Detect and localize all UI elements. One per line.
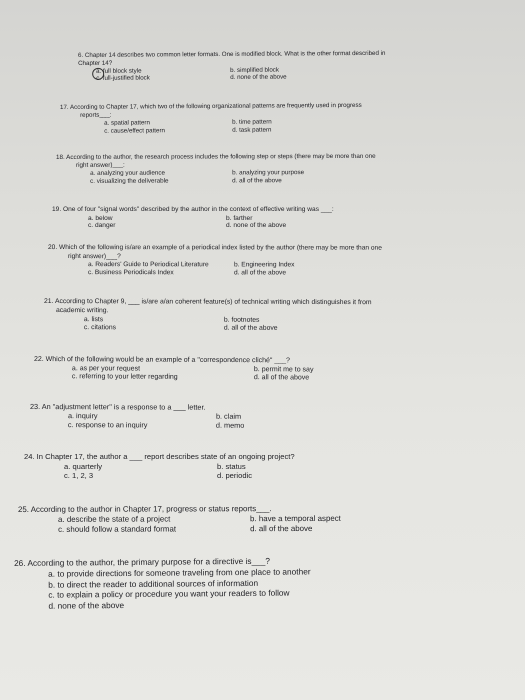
answer-option[interactable]: b. footnotes — [223, 316, 260, 324]
options-row — [60, 125, 362, 135]
question-stem-line: reports___: — [80, 111, 112, 119]
question-stem-line: 24. In Chapter 17, the author a ___ report describes state of an ongoing project? — [24, 452, 295, 461]
answer-option[interactable]: b. time pattern — [232, 118, 272, 126]
question-5 — [48, 244, 382, 278]
question-7 — [33, 355, 314, 382]
question-stem-line: 20. Which of the following is/are an example of a periodical index listed by the author (there may be more than one — [47, 244, 382, 252]
answer-option[interactable]: d. all of the above — [253, 374, 310, 382]
answer-option[interactable]: d. periodic — [217, 470, 253, 480]
options-row — [48, 269, 382, 277]
answer-option[interactable]: b. simplified block — [230, 66, 279, 74]
answer-option[interactable]: d. task pattern — [232, 126, 272, 134]
question-stem-line: 6. Chapter 14 describes two common letter formats. One is modified block. What is the other format described in — [78, 49, 386, 59]
answer-option[interactable]: d. memo — [215, 420, 245, 430]
question-10 — [18, 504, 341, 534]
options-row — [56, 177, 376, 186]
question-stem-line: right answer)___? — [67, 252, 121, 260]
answer-option[interactable]: d. all of the above — [233, 269, 287, 277]
answer-option[interactable]: c. citations — [83, 323, 117, 332]
answer-option[interactable]: d. all of the above — [250, 523, 313, 533]
answer-option[interactable]: c. to explain a policy or procedure you want your readers to follow — [48, 587, 290, 601]
question-stem-line: 18. According to the author, the research process includes the following step or steps (there may be more than one — [56, 152, 376, 161]
question-4 — [52, 206, 334, 230]
question-8 — [29, 402, 245, 430]
question-2 — [60, 102, 362, 135]
question-1 — [78, 50, 386, 83]
question-stem-line: 26. According to the author, the primary purpose for a directive is___? — [14, 555, 271, 568]
answer-option[interactable]: b. permit me to say — [253, 366, 314, 374]
answer-option[interactable]: d. none of the above — [230, 73, 287, 81]
options-row — [30, 420, 245, 430]
question-stem-line: 19. One of four "signal words" described by the author in the context of effective writing was ___: — [52, 206, 334, 213]
answer-option[interactable]: a. inquiry — [67, 411, 98, 421]
answer-option[interactable]: d. all of the above — [232, 177, 282, 185]
answer-option[interactable]: b. Engineering Index — [233, 261, 295, 269]
answer-option[interactable]: c. should follow a standard format — [58, 524, 177, 534]
answer-option[interactable]: c. full-justified block — [96, 74, 150, 82]
question-stem-line: academic writing. — [55, 306, 109, 315]
answer-option[interactable]: a. describe the state of a project — [58, 514, 171, 525]
answer-option[interactable]: a. full block style — [96, 67, 141, 75]
options-row — [44, 324, 372, 333]
options-row — [24, 462, 295, 471]
question-stem-line: 25. According to the author in Chapter 17, progress or status reports___. — [18, 504, 272, 514]
question-stem-line: 21. According to Chapter 9, ___ is/are a/an coherent feature(s) of technical writing which distinguishes it from — [43, 298, 372, 307]
question-stem-line: right answer)___: — [76, 161, 125, 170]
answer-option[interactable]: a. quarterly — [64, 461, 102, 471]
answer-option[interactable]: b. analyzing your purpose — [232, 169, 305, 177]
answer-option[interactable]: c. danger — [88, 222, 116, 230]
options-row — [52, 222, 334, 230]
answer-option[interactable]: d. all of the above — [223, 324, 278, 332]
answer-option[interactable]: d. none of the above — [226, 222, 287, 230]
question-stem-line: 23. An "adjustment letter" is a response to a ___ letter. — [29, 402, 206, 412]
question-11 — [14, 555, 311, 611]
answer-option[interactable]: d. none of the above — [48, 600, 125, 611]
options-row — [34, 372, 310, 382]
question-stem-line: 22. Which of the following would be an example of a "correspondence cliché" ___? — [33, 356, 290, 365]
options-row — [18, 523, 313, 534]
answer-option[interactable]: a. to provide directions for someone traveling from one place to another — [48, 566, 311, 579]
answer-option[interactable]: a. lists — [83, 315, 104, 323]
answer-option[interactable]: a. below — [88, 214, 113, 222]
question-stem-line: Chapter 14? — [78, 59, 113, 67]
question-stem-line: 17. According to Chapter 17, which two of the following organizational patterns are frequently used in progress — [60, 101, 362, 111]
answer-option[interactable]: a. spatial pattern — [104, 119, 150, 127]
answer-option[interactable]: a. as per your request — [71, 365, 141, 373]
answer-option[interactable]: c. 1, 2, 3 — [64, 470, 94, 480]
answer-option[interactable]: c. response to an inquiry — [67, 420, 148, 430]
answer-option[interactable]: a. analyzing your audience — [90, 169, 166, 178]
options-row — [24, 471, 295, 480]
answer-option[interactable]: c. referring to your letter regarding — [71, 373, 178, 382]
answer-option[interactable]: b. to direct the reader to additional sources of information — [48, 577, 259, 590]
options-row — [52, 215, 334, 223]
answer-option[interactable]: b. claim — [215, 412, 242, 422]
question-9 — [24, 452, 295, 480]
question-6 — [44, 298, 372, 333]
answer-option[interactable]: c. Business Periodicals Index — [87, 269, 174, 277]
question-3 — [56, 153, 376, 186]
answer-option[interactable]: b. status — [217, 461, 246, 471]
answer-option[interactable]: b. have a temporal aspect — [250, 514, 341, 524]
answer-option[interactable]: b. farther — [226, 214, 253, 222]
answer-option[interactable]: c. visualizing the deliverable — [90, 177, 169, 185]
options-row — [78, 73, 385, 83]
answer-option[interactable]: c. cause/effect pattern — [104, 126, 165, 135]
answer-option[interactable]: a. Readers' Guide to Periodical Literature — [87, 261, 209, 269]
